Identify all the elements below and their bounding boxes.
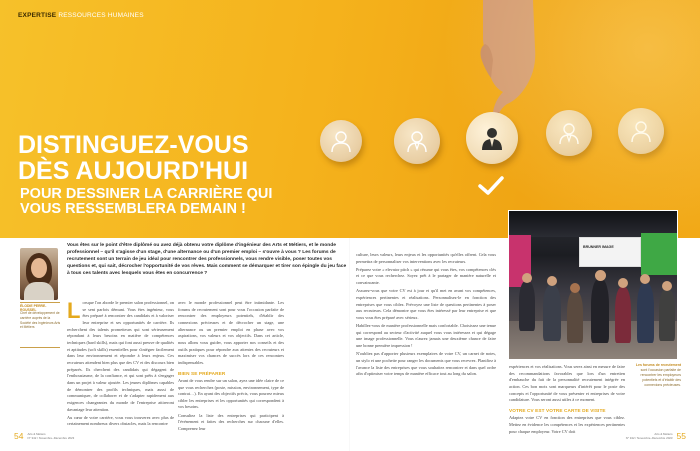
- selected-profile-token: [466, 112, 518, 164]
- subheadline-line-2: VOUS RESSEMBLERA DEMAIN !: [20, 201, 246, 218]
- author-portrait: [20, 248, 58, 300]
- section-label-strong: EXPERTISE: [18, 12, 57, 19]
- section-heading: BIEN SE PRÉPARER: [178, 370, 226, 376]
- issue-info: N° 342 / Novembre–Décembre 2023: [27, 436, 75, 441]
- user-icon: [628, 118, 654, 144]
- user-icon: [404, 128, 430, 154]
- article-intro: Vous êtes sur le point d'être diplômé ou avez déjà obtenu votre diplôme d'ingénieur des Arts et Métiers, et le monde professionnel – qu'il s'agisse d'un stage, d'une alternance ou d'un premier emploi – s'ouvre à vous ? Les forums de recrutement sont un terrain de jeu idéal pour rencontrer des professionnels, vous rendre visible, poser toutes vos questions et, qui sait, décrocher l'opportunité de vos rêves. Mais comment se démarquer et tirer son épingle du jeu face à tous ces talents avec lesquels vous êtes en concurrence ?: [67, 243, 347, 276]
- user-icon: [556, 120, 582, 146]
- profile-token: [618, 108, 664, 154]
- headline: [18, 133, 318, 184]
- caption-lead: Les forums de recrutement: [635, 363, 681, 367]
- section-label-light: RESSOURCES HUMAINES: [58, 12, 144, 19]
- subheadline-line-1: POUR DESSINER LA CARRIÈRE QUI: [20, 186, 273, 202]
- page-number-left: 54: [14, 431, 24, 441]
- page-gutter: [349, 238, 350, 451]
- paragraph: Avant de vous rendre sur un salon, ayez une idée claire de ce que vous recherchez (poste, mission, environnement, type de contrat…). En ayant des objectifs précis, vous pourrez mieux cibler les entreprises et les opportunités qui correspondent à vos besoins.: [178, 377, 284, 410]
- subheadline: [20, 187, 320, 217]
- paragraph: orsque l'on aborde le premier salon professionnel, on se sent parfois démuni. Vous êtes ingénieur, vous êtes préparé à rencontrer des candidats et à valoriser leur entreprise et ses opportunités de carrière. Ils recherchent des talents prometteurs qui sont sérieusement répondant à leurs besoins en matière de compétences techniques (hard skills), mais qui font aussi preuve de qualités et aptitudes (soft skills) essentielles pour s'intégrer facilement dans leur environnement et répondre à leurs enjeux. Ces recruteurs attendent bien plus que des CV et des discours bien préparés. Ils cherchent des candidats qui dégagent de l'enthousiasme, de la confiance, et qui sont prêts à s'engager dans un projet à valeur ajoutée. Les jeunes diplômes capables de démontrer des profils techniques, mais aussi de communiquer, de collaborer et de s'adapter rapidement aux exigences changeantes du monde de l'entreprise attireront davantage leur attention.: [67, 300, 174, 412]
- businessman-icon: [479, 125, 505, 151]
- article-column-4: [509, 364, 625, 437]
- booth-sign: BRUNNER IMAGE: [583, 245, 614, 249]
- paragraph: Consultez la liste des entreprises qui participent à l'événement et faites des recherches sur chacune d'elles. Comprenez leur: [178, 412, 284, 431]
- paragraph: Adaptez votre CV en fonction des entreprises que vous ciblez. Mettez en évidence les compétences et les expériences pertinentes pour chaque employeur. Votre CV doit: [509, 415, 625, 434]
- article-column-3: [356, 252, 496, 379]
- paragraph: expériences et vos réalisations. Vous serez ainsi en mesure de faire des recommandations favorables que lors d'un entretien d'embauche du fait de la personnalité recrutement intégrée en action. Ces bon mots sont marqueurs d'intérêt pour le poste des concepts et l'opportunité de vous présenter et entreprises de votre candidature. Vous seront aussi utiles à ce moment.: [509, 364, 625, 403]
- page-number-right: 55: [676, 431, 686, 441]
- paragraph: Habillez-vous de manière professionnelle mais confortable. Choisissez une tenue qui correspond au secteur d'activité auquel vous vous intéressez et qui dégage une image professionnelle. Vous n'aurez jamais une deuxième chance de faire une bonne première impression !: [356, 323, 496, 349]
- article-column-2: [178, 300, 284, 434]
- paragraph: avec le monde professionnel peut être intimidante. Les forums de recrutement sont pour vous l'occasion parfaite de rencontrer des employeurs potentiels, d'établir des connexions précieuses et de décrocher un stage, une alternance ou un premier emploi en phase avec vos aspirations, vos valeurs et vos objectifs. Dans cet article, nous allons vous guider, vous apporter nos conseils et des outils pratiques pour répondre aux attentes des recruteurs et maximiser vos chances de succès lors de ces rencontres indispensables.: [178, 300, 284, 365]
- paragraph: Au cœur de votre carrière, vous vous trouverez avec plus de certainement nombreux divers obstacles, mais la rencontre: [67, 414, 174, 427]
- profile-token: [394, 118, 440, 164]
- section-heading: VOTRE CV EST VOTRE CARTE DE VISITE: [509, 407, 606, 413]
- footer-meta-left: [27, 433, 74, 441]
- headline-line-1: DISTINGUEZ-VOUS: [18, 131, 249, 159]
- section-tag: [18, 12, 144, 19]
- user-icon: [328, 128, 354, 154]
- paragraph: Assurez-vous que votre CV est à jour et qu'il met en avant vos compétences, expériences pertinentes et réalisations. Personnalisez-le en fonction des entreprises que vous ciblez. Prévoyez une liste de questions pertinentes à poser aux recruteurs. Cela démontre que vous êtes intéressé par leur entreprise et que vous vous êtes préparé avec sérieux.: [356, 288, 496, 320]
- author-divider: [20, 302, 60, 303]
- author-name: ÉLODIE PERRE-ROUSSEL: [20, 304, 47, 312]
- issue-info: N° 342 / Novembre–Décembre 2023: [625, 436, 673, 441]
- dropcap: L: [67, 298, 81, 323]
- caption-text: sont l'occasion parfaite de rencontrer les employeurs potentiels et d'établir des connexions précieuses.: [640, 368, 681, 388]
- headline-line-2: DÈS AUJOURD'HUI: [18, 157, 249, 185]
- footer-meta-right: [626, 433, 673, 441]
- paragraph: culture, leurs valeurs, leurs enjeux et les opportunités qu'elles offrent. Cela vous permettra de personnaliser vos interventions avec les recruteurs.: [356, 252, 496, 264]
- profile-token: [546, 110, 592, 156]
- paragraph: Préparez votre « elevator pitch » qui résume qui vous êtes, vos compétences clés et ce que vous recherchez. Soyez prêt à le partager de manière naturelle et convaincante.: [356, 266, 496, 286]
- footer-right: [626, 431, 686, 441]
- paragraph: N'oubliez pas d'apporter plusieurs exemplaires de votre CV, un carnet de notes, un stylo et une pochette pour ranger les documents que vous recevrez. Planifiez à l'avance la liste des entreprises que vous souhaitez rencontrer et dans quel ordre afin d'optimiser votre temps de manière efficace tout au long du salon.: [356, 351, 496, 377]
- profile-token: [320, 120, 362, 162]
- checkmark-icon: [478, 176, 504, 196]
- magazine-name: Arts & Métiers: [27, 432, 46, 437]
- magazine-name: Arts & Métiers: [654, 432, 673, 437]
- author-divider: [20, 347, 60, 348]
- recruitment-fair-photo: [509, 211, 677, 359]
- footer-left: [14, 431, 74, 441]
- article-column-1: [67, 300, 174, 429]
- hand-illustration: [455, 0, 565, 130]
- author-bio: Chef de développement de carrière auprès de la Société des Ingénieurs Arts et Métiers: [20, 311, 61, 330]
- photo-caption: [629, 363, 681, 388]
